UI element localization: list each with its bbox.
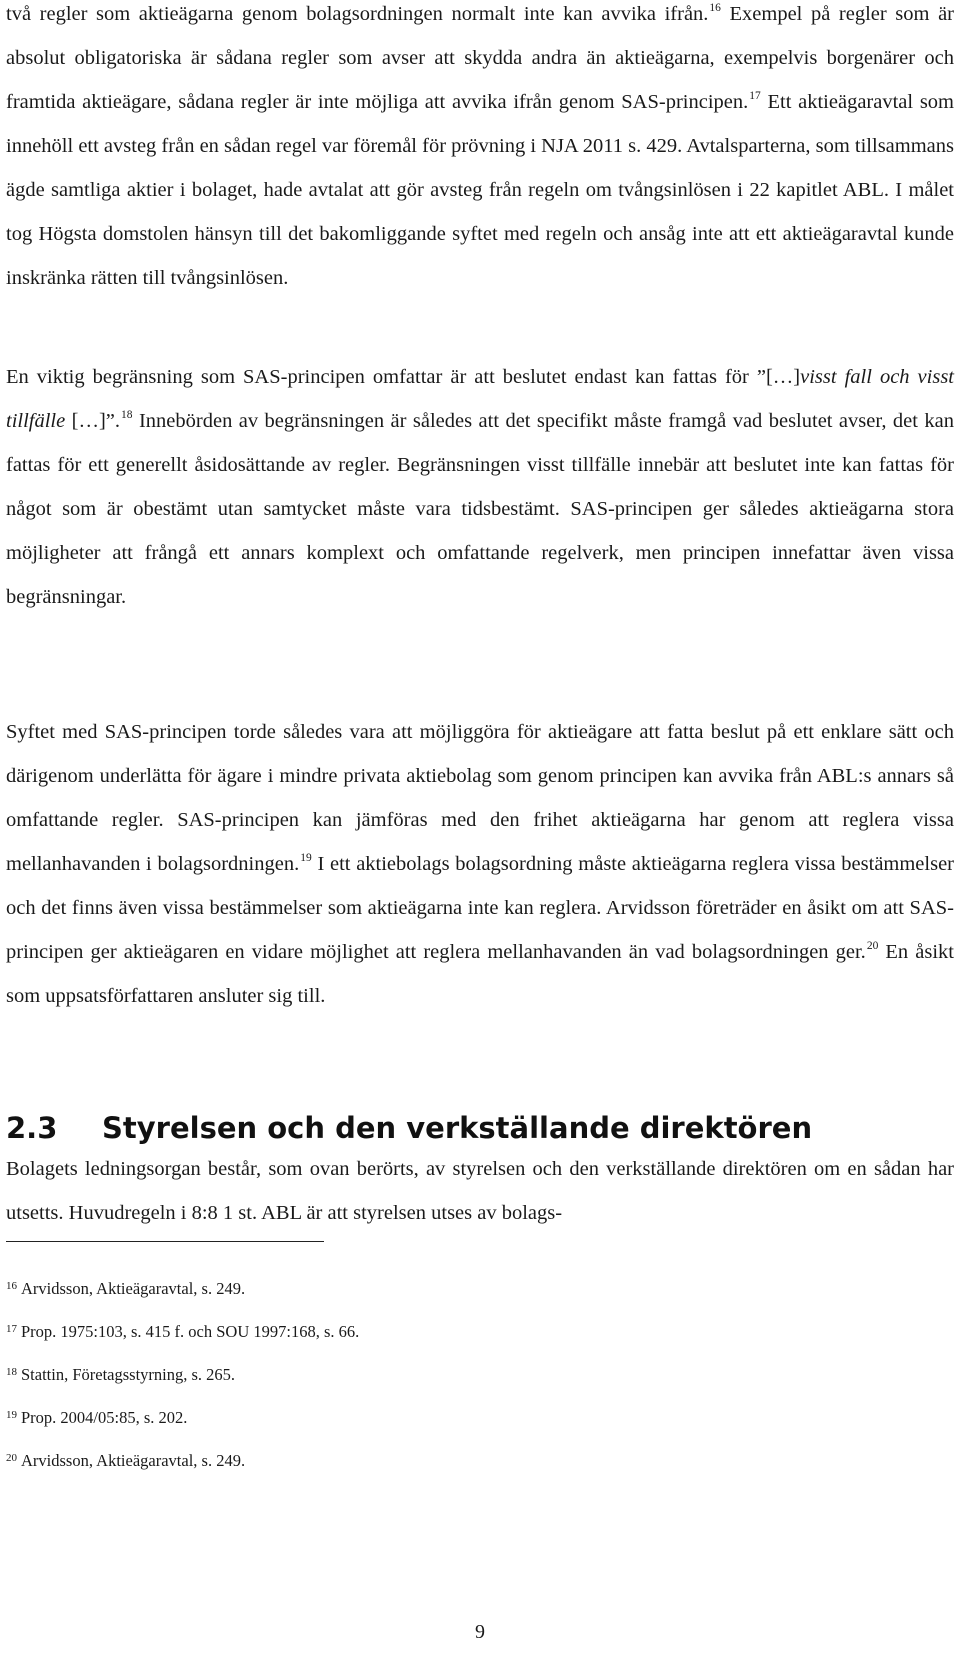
footnote-16 — [6, 1276, 946, 1319]
section-title: Styrelsen och den verkställande direktören — [102, 1111, 813, 1145]
footnotes-list — [6, 1276, 946, 1491]
footnote-number: 16 — [6, 1280, 17, 1292]
footnote-number: 20 — [6, 1452, 17, 1464]
footnote-17 — [6, 1319, 946, 1362]
footnote-19 — [6, 1405, 946, 1448]
quoted-italic-text: visst fall och visst tillfälle — [6, 366, 955, 432]
footnote-reference[interactable]: 16 — [709, 2, 721, 14]
paragraph-text: […]”. — [65, 410, 121, 432]
paragraph-text: Bolagets ledningsorgan består, som ovan berörts, av styrelsen och den verkställande direktören om en sådan har utsetts. Huvudregeln i 8:8 1 st. ABL är att styrelsen utses av bolags- — [6, 1158, 954, 1224]
body-paragraph-4 — [6, 1147, 954, 1235]
footnote-number: 17 — [6, 1323, 17, 1335]
section-heading — [6, 1110, 812, 1146]
footnote-text: Prop. 2004/05:85, s. 202. — [21, 1408, 188, 1427]
footnote-18 — [6, 1362, 946, 1405]
body-paragraph-2 — [6, 355, 954, 619]
footnote-reference[interactable]: 17 — [749, 90, 761, 102]
footnote-reference[interactable]: 18 — [121, 409, 133, 421]
body-paragraph-1 — [6, 0, 954, 300]
footnote-reference[interactable]: 20 — [866, 940, 879, 952]
paragraph-text: två regler som aktieägarna genom bolagsordningen normalt inte kan avvika ifrån. — [6, 3, 709, 25]
footnote-text: Arvidsson, Aktieägaravtal, s. 249. — [21, 1451, 246, 1470]
paragraph-text: I ett aktiebolags bolagsordning måste aktieägarna reglera vissa bestämmelser och det finns även vissa bestämmelser som aktieägarna inte kan reglera. Arvidsson företräder en åsikt om att SAS-principen ger aktieägaren en vidare möjlighet att reglera mellanhavanden än vad bolagsordningen ger. — [6, 853, 955, 963]
footnote-text: Prop. 1975:103, s. 415 f. och SOU 1997:168, s. 66. — [21, 1322, 360, 1341]
footnote-number: 18 — [6, 1366, 17, 1378]
body-paragraph-3 — [6, 710, 954, 1018]
page-number: 9 — [475, 1621, 485, 1643]
footnote-text: Arvidsson, Aktieägaravtal, s. 249. — [21, 1279, 246, 1298]
paragraph-text: Syftet med SAS-principen torde således vara att möjliggöra för aktieägare att fatta beslut på ett enklare sätt och därigenom underlätta för ägare i mindre privata aktiebolag som genom principen kan avvika från ABL:s annars så omfattande regler. SAS-principen kan jämföras med den frihet aktieägarna har genom att reglera vissa mellanhavanden i bolagsordningen. — [6, 721, 954, 875]
footnote-text: Stattin, Företagsstyrning, s. 265. — [21, 1365, 236, 1384]
footnote-number: 19 — [6, 1409, 17, 1421]
paragraph-text: Ett aktieägaravtal som innehöll ett avsteg från en sådan regel var föremål för prövning i NJA 2011 s. 429. Avtalsparterna, som tillsammans ägde samtliga aktier i bolaget, hade avtalat att gör avsteg från regeln om tvångsinlösen i 22 kapitlet ABL. I målet tog Högsta domstolen hänsyn till det bakomliggande syftet med regeln och ansåg inte att ett aktieägaravtal kunde inskränka rätten till tvångsinlösen. — [6, 91, 954, 289]
footnote-20 — [6, 1448, 946, 1491]
paragraph-text: En åsikt som uppsatsförfattaren ansluter sig till. — [6, 941, 954, 1007]
section-number: 2.3 — [6, 1111, 58, 1145]
paragraph-text: En viktig begränsning som SAS-principen omfattar är att beslutet endast kan fattas för ”[…] — [6, 366, 801, 388]
paragraph-text: Innebörden av begränsningen är således att det specifikt måste framgå vad beslutet avser, det kan fattas för ett generellt åsidosättande av regler. Begränsningen visst tillfälle innebär att beslutet inte kan fattas för något som är obestämt utan samtycket måste vara tidsbestämt. SAS-principen ger således aktieägarna stora möjligheter att frångå ett annars komplext och omfattande regelverk, men principen innefattar även vissa begränsningar. — [6, 410, 954, 608]
paragraph-text: Exempel på regler som är absolut obligatoriska är sådana regler som avser att skydda andra än aktieägarna, exempelvis borgenärer och framtida aktieägare, sådana regler är inte möjliga att avvika ifrån genom SAS-principen. — [6, 3, 954, 113]
footnote-reference[interactable]: 19 — [300, 852, 312, 864]
footnote-separator — [6, 1241, 324, 1242]
